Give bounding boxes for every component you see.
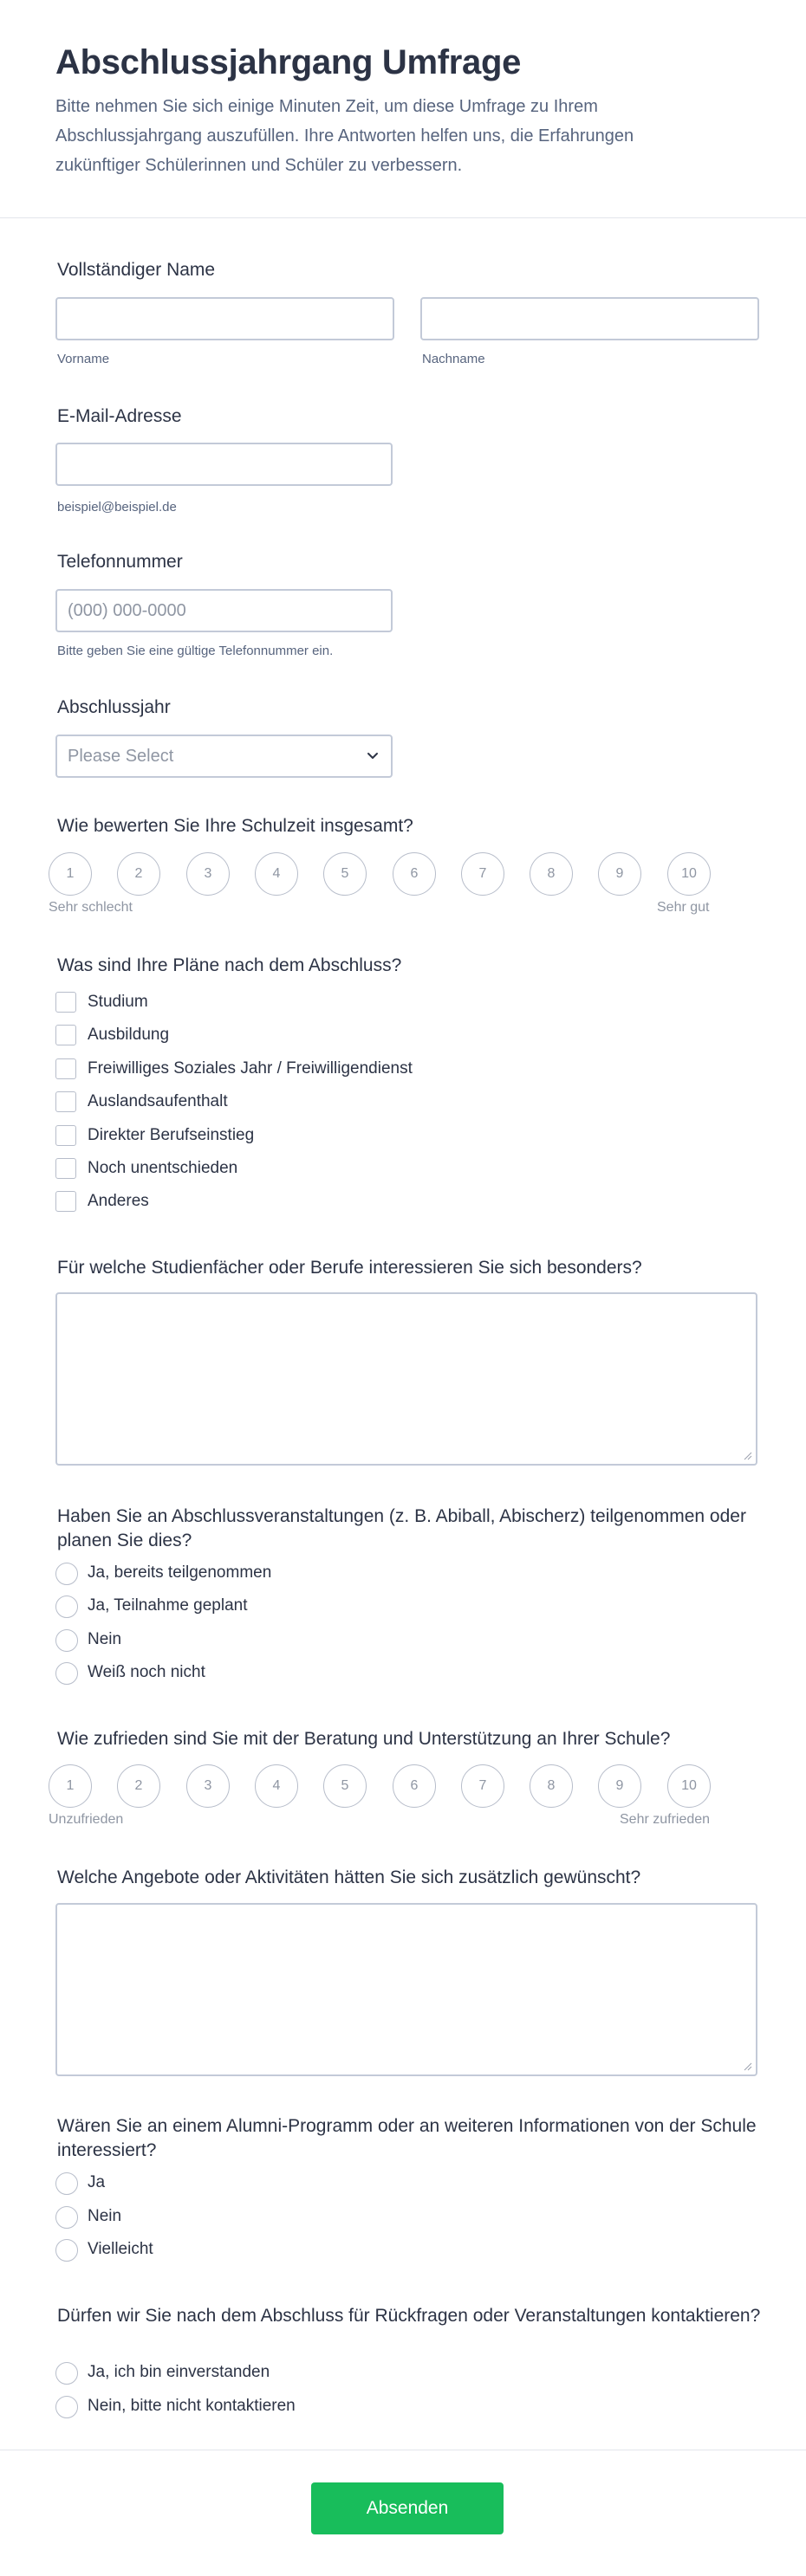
rating2-option-10[interactable]: 10 [667, 1764, 711, 1808]
phone-input[interactable]: (000) 000-0000 [55, 589, 393, 632]
email-caption: beispiel@beispiel.de [57, 500, 177, 515]
contact-option-label[interactable]: Ja, ich bin einverstanden [88, 2363, 270, 2381]
rating1-option-5[interactable]: 5 [323, 852, 367, 896]
rating2-option-4[interactable]: 4 [255, 1764, 298, 1808]
events-option-label[interactable]: Ja, Teilnahme geplant [88, 1596, 248, 1615]
submit-button[interactable]: Absenden [311, 2482, 504, 2534]
page-subtitle: Bitte nehmen Sie sich einige Minuten Zeit, um diese Umfrage zu Ihrem Abschlussjahrgang auszufüllen. Ihre Antworten helfen uns, die Erfahrungen zukünftiger Schülerinnen und Schüler zu verbessern. [55, 97, 634, 175]
chevron-down-icon [365, 748, 380, 764]
rating1-label: Wie bewerten Sie Ihre Schulzeit insgesamt? [57, 816, 413, 836]
plans-check-2[interactable] [55, 1025, 76, 1045]
plans-check-5[interactable] [55, 1125, 76, 1146]
phone-caption: Bitte geben Sie eine gültige Telefonnummer ein. [57, 644, 334, 658]
plans-option-label[interactable]: Auslandsaufenthalt [88, 1092, 228, 1111]
rating2-option-9[interactable]: 9 [598, 1764, 641, 1808]
rating2-label: Wie zufrieden sind Sie mit der Beratung und Unterstützung an Ihrer Schule? [57, 1729, 671, 1749]
events-radio-1[interactable] [55, 1563, 78, 1585]
rating2-low-caption: Unzufrieden [49, 1812, 124, 1827]
wishes-textarea[interactable] [55, 1903, 757, 2076]
form-header [0, 0, 806, 218]
events-radio-3[interactable] [55, 1629, 78, 1652]
first-name-input[interactable] [55, 297, 394, 340]
year-select[interactable] [55, 735, 393, 778]
rating1-option-9[interactable]: 9 [598, 852, 641, 896]
rating1-option-6[interactable]: 6 [393, 852, 436, 896]
rating2-option-3[interactable]: 3 [186, 1764, 230, 1808]
alumni-option-label[interactable]: Vielleicht [88, 2240, 153, 2258]
contact-option-label[interactable]: Nein, bitte nicht kontaktieren [88, 2396, 296, 2415]
rating1-option-3[interactable]: 3 [186, 852, 230, 896]
plans-check-7[interactable] [55, 1191, 76, 1212]
year-select-value: Please Select [68, 747, 174, 766]
plans-option-label[interactable]: Direkter Berufseinstieg [88, 1125, 255, 1144]
rating1-option-8[interactable]: 8 [530, 852, 573, 896]
email-input[interactable] [55, 443, 393, 486]
last-name-input[interactable] [420, 297, 759, 340]
alumni-label: Wären Sie an einem Alumni-Programm oder an weiteren Informationen von der Schule interessiert? [57, 2116, 757, 2160]
email-label: E-Mail-Adresse [57, 406, 182, 426]
plans-check-4[interactable] [55, 1091, 76, 1112]
contact-radio-1[interactable] [55, 2362, 78, 2385]
first-name-caption: Vorname [57, 352, 110, 366]
plans-option-label[interactable]: Freiwilliges Soziales Jahr / Freiwilligendienst [88, 1058, 413, 1078]
interests-textarea[interactable] [55, 1292, 757, 1466]
rating1-high-caption: Sehr gut [657, 900, 710, 915]
interests-label: Für welche Studienfächer oder Berufe interessieren Sie sich besonders? [57, 1258, 642, 1278]
rating1-option-10[interactable]: 10 [667, 852, 711, 896]
rating2-option-1[interactable]: 1 [49, 1764, 92, 1808]
alumni-radio-3[interactable] [55, 2239, 78, 2262]
rating2-option-7[interactable]: 7 [461, 1764, 504, 1808]
page-title: Abschlussjahrgang Umfrage [55, 43, 522, 81]
events-radio-2[interactable] [55, 1595, 78, 1618]
rating1-option-1[interactable]: 1 [49, 852, 92, 896]
events-option-label[interactable]: Weiß noch nicht [88, 1662, 205, 1681]
rating2-option-5[interactable]: 5 [323, 1764, 367, 1808]
rating1-low-caption: Sehr schlecht [49, 900, 133, 915]
rating2-option-8[interactable]: 8 [530, 1764, 573, 1808]
rating1-option-7[interactable]: 7 [461, 852, 504, 896]
plans-check-1[interactable] [55, 992, 76, 1013]
rating1-option-4[interactable]: 4 [255, 852, 298, 896]
rating1-option-2[interactable]: 2 [117, 852, 160, 896]
rating2-option-6[interactable]: 6 [393, 1764, 436, 1808]
phone-label: Telefonnummer [57, 552, 183, 572]
alumni-option-label[interactable]: Ja [88, 2173, 106, 2191]
plans-label: Was sind Ihre Pläne nach dem Abschluss? [57, 955, 402, 975]
contact-label: Dürfen wir Sie nach dem Abschluss für Rückfragen oder Veranstaltungen kontaktieren? [57, 2306, 761, 2326]
resize-grip-icon[interactable] [742, 2061, 752, 2071]
plans-check-3[interactable] [55, 1058, 76, 1079]
rating2-option-2[interactable]: 2 [117, 1764, 160, 1808]
events-option-label[interactable]: Ja, bereits teilgenommen [88, 1563, 272, 1582]
plans-option-label[interactable]: Anderes [88, 1192, 149, 1211]
name-label: Vollständiger Name [57, 260, 216, 280]
contact-radio-2[interactable] [55, 2396, 78, 2418]
alumni-radio-2[interactable] [55, 2206, 78, 2229]
plans-option-label[interactable]: Noch unentschieden [88, 1159, 238, 1177]
plans-option-label[interactable]: Studium [88, 993, 148, 1011]
year-label: Abschlussjahr [57, 697, 171, 717]
plans-check-6[interactable] [55, 1158, 76, 1179]
plans-option-label[interactable]: Ausbildung [88, 1026, 170, 1045]
alumni-option-label[interactable]: Nein [88, 2206, 122, 2225]
last-name-caption: Nachname [422, 352, 485, 366]
events-radio-4[interactable] [55, 1662, 78, 1685]
rating2-high-caption: Sehr zufrieden [620, 1812, 711, 1827]
events-option-label[interactable]: Nein [88, 1629, 122, 1648]
events-label: Haben Sie an Abschlussveranstaltungen (z. B. Abiball, Abischerz) teilgenommen oder planen Sie dies? [57, 1506, 746, 1550]
wishes-label: Welche Angebote oder Aktivitäten hätten Sie sich zusätzlich gewünscht? [57, 1867, 641, 1887]
alumni-radio-1[interactable] [55, 2172, 78, 2195]
resize-grip-icon[interactable] [742, 1450, 752, 1460]
